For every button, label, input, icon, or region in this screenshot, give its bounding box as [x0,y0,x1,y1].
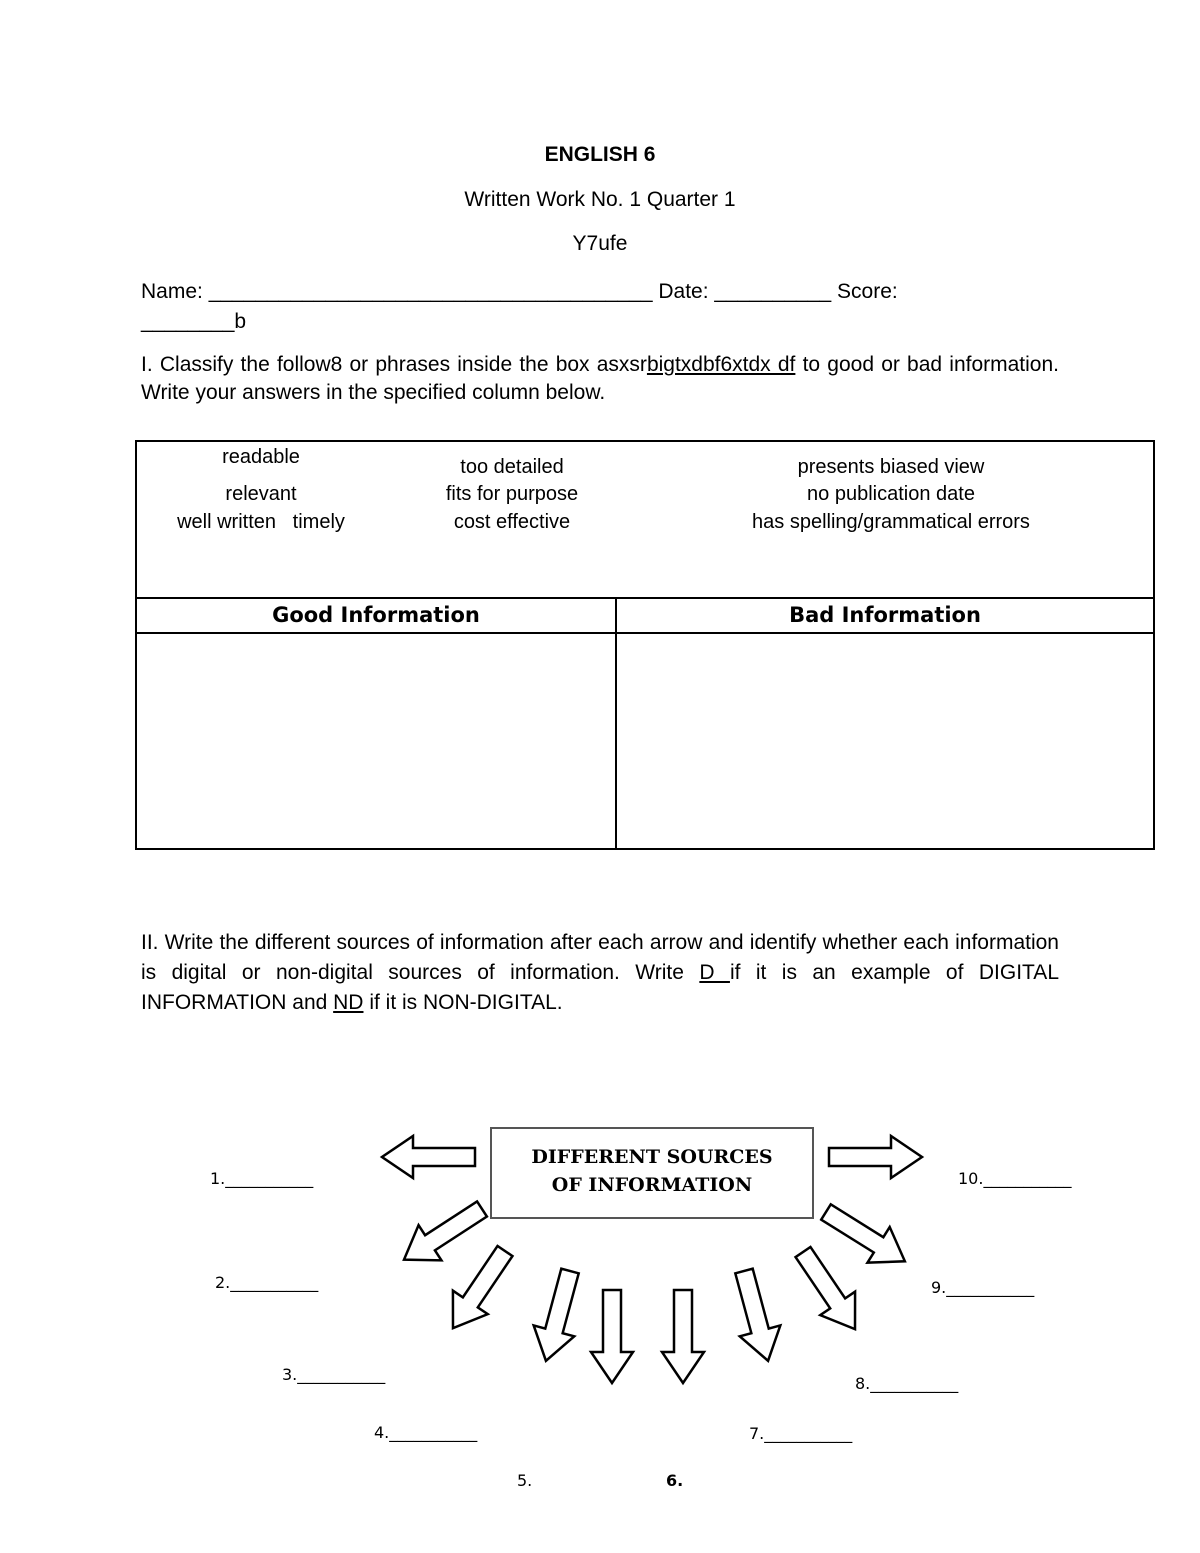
part1-underlined-text: bigtxdbf6xtdx df [646,353,796,376]
source-label-5[interactable]: 5. [517,1471,533,1490]
sources-center-box [490,1127,814,1219]
part1-text-a: I. Classify the follow8 or phrases inside the box asxsr [141,353,647,376]
source-label-1[interactable]: 1.___________ [210,1169,314,1188]
part2-text-c: if it is NON-DIGITAL. [363,991,563,1014]
word-too-detailed: too detailed [460,456,564,478]
source-label-7[interactable]: 7.___________ [749,1424,853,1443]
word-readable: readable [222,446,300,468]
word-cost-effective: cost effective [453,511,571,533]
arrow-8-icon [786,1240,873,1341]
arrow-4-icon [526,1266,591,1367]
score-blank[interactable]: ________b [141,310,247,333]
arrow-2-icon [393,1191,494,1277]
source-label-3[interactable]: 3.___________ [282,1365,386,1384]
center-title-line2: OF INFORMATION [551,1174,753,1196]
part2-nd-label: ND [333,991,364,1014]
arrow-9-icon [815,1194,916,1279]
worksheet-code: Y7ufe [572,232,628,255]
date-blank[interactable]: __________ [714,280,832,303]
part1-text-b: to good or bad information. Write your answers in the specified column below. [141,353,1059,404]
word-relevant: relevant [225,483,297,505]
arrow-10-icon [829,1136,922,1178]
name-label: Name: [141,280,203,303]
bad-information-header: Bad Information [789,603,981,627]
part2-text-b: if it is an example of DIGITAL INFORMATION and [141,961,1059,1014]
source-label-4[interactable]: 4.___________ [374,1423,478,1442]
word-spelling-errors: has spelling/grammatical errors [752,511,1030,533]
center-title-line1: DIFFERENT SOURCES [531,1146,773,1168]
source-label-10[interactable]: 10.___________ [958,1169,1072,1188]
score-label: Score: [837,280,898,303]
source-label-8[interactable]: 8.___________ [855,1374,959,1393]
arrow-5-icon [591,1290,633,1383]
part2-d-label: D [699,961,730,984]
part2-text-a: II. Write the different sources of information after each arrow and identify whether each information is digital or non-digital sources of information. Write [141,931,1059,984]
word-well-written-timely: well written timely [177,511,345,533]
worksheet-subtitle: Written Work No. 1 Quarter 1 [464,188,736,211]
word-presents-biased-view: presents biased view [797,456,985,478]
date-label: Date: [658,280,709,303]
source-label-6[interactable]: 6. [666,1471,684,1490]
arrow-3-icon [436,1239,523,1340]
source-label-2[interactable]: 2.___________ [215,1273,319,1292]
source-label-9[interactable]: 9.___________ [931,1278,1035,1297]
name-blank[interactable]: ______________________________________ [208,280,653,303]
arrow-1-icon [382,1136,475,1178]
good-information-header: Good Information [272,603,480,627]
word-fits-for-purpose: fits for purpose [445,483,579,505]
arrow-6-icon [662,1290,704,1383]
arrow-7-icon [724,1266,789,1367]
word-no-publication-date: no publication date [807,483,975,505]
worksheet-title: ENGLISH 6 [544,143,656,166]
